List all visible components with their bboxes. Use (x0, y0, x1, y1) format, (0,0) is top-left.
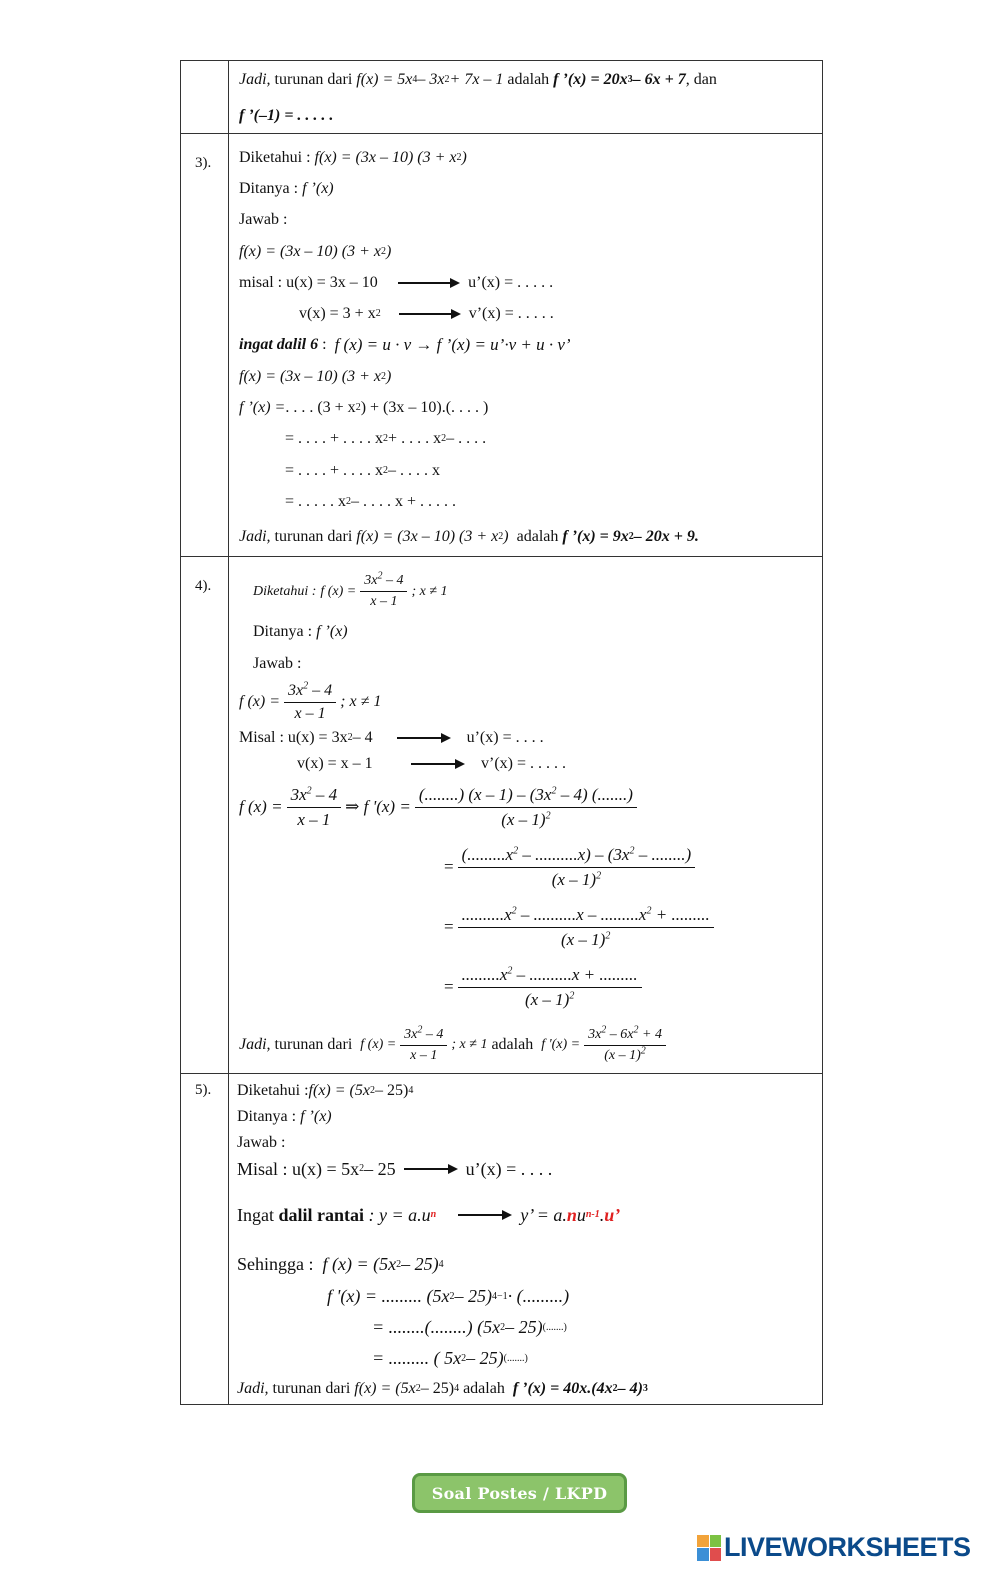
arrow-right-icon (398, 278, 460, 288)
table-row (181, 557, 822, 1075)
known-line: Diketahui : f(x) = (5x 2 – 25) 4 (237, 1082, 414, 1100)
chain-step: f '(x) = ......... (5x 2 – 25) 4−1 · (.........) (327, 1286, 570, 1307)
row-number: 3). (181, 134, 229, 556)
fraction: $\frac{.........x^2 - ..........x + .........}{(x - 1)^2}$ (458, 965, 642, 1010)
answer-label: Jawab : (253, 654, 302, 672)
liveworksheets-logo-icon (697, 1535, 721, 1561)
function-line: f (x) = $\frac{3x^2 - 4}{x - 1}$ ; x ≠ 1 (239, 680, 382, 722)
fraction: $\frac{3x^2 - 4}{x - 1}$ (400, 1027, 447, 1064)
arrow-right-icon (397, 733, 451, 743)
conclusion-line: Jadi, turunan dari f(x) = (5x 2 – 25) 4 adalah f ’(x) = 40x.(4x 2 – 4) 3 (237, 1380, 648, 1398)
substitution-v: v(x) = x – 1 v’(x) = . . . . . (297, 755, 567, 773)
substitution-u: misal : u(x) = 3x – 10 u’(x) = . . . . . (239, 273, 554, 291)
conclusion-line: Jadi, turunan dari f (x) = $\frac{3x^2 - 4}{x - 1}$ ; x ≠ 1 adalah f '(x) = $\frac{3x^2 - 6x^2 + 4}{(x - 1)^2}$ (239, 1017, 816, 1073)
table-row (181, 134, 822, 557)
fraction: $\frac{3x^2 - 4}{x - 1}$ (284, 682, 336, 723)
rule-line: ingat dalil 6 : f (x) = u · v → f ’(x) = u’·v + u · v’ (239, 335, 571, 355)
chain-step: Sehingga : f (x) = (5x 2 – 25) 4 (237, 1254, 444, 1275)
derivative-step: = . . . . . x 2 – . . . . x + . . . . . (285, 492, 457, 510)
fraction: $\frac{3x^2 - 6x^2 + 4}{(x - 1)^2}$ (584, 1027, 666, 1064)
quotient-step: f (x) = $\frac{3x^2 - 4}{x - 1}$ ⇒ f '(x) = $\frac{(........) (x - 1) - (3x^2 - 4) (.......)}{(x - 1)^2}$ (239, 777, 816, 837)
substitution-u: Misal : u(x) = 3x 2 – 4 u’(x) = . . . . (239, 729, 544, 747)
asked-line: Ditanya : f ’(x) (237, 1108, 332, 1126)
derivative-step: = . . . . + . . . . x 2 + . . . . x 2 – . . . . (285, 430, 487, 448)
table-row (181, 61, 822, 134)
arrow-right-icon (458, 1210, 512, 1220)
worksheet-table (180, 60, 823, 1405)
quotient-step: = $\frac{.........x^2 - ..........x + .........}{(x - 1)^2}$ (239, 957, 816, 1017)
arrow-right-icon (399, 309, 461, 319)
answer-label: Jawab : (237, 1134, 286, 1152)
row-content (229, 557, 822, 1074)
function-line: f(x) = (3x – 10) (3 + x 2 ) (239, 242, 392, 260)
function-line: f(x) = (3x – 10) (3 + x 2 ) (239, 367, 392, 385)
row-content (229, 1074, 822, 1404)
fraction: $\frac{..........x^2 - ..........x - .........x^2 + .........}{(x - 1)^2}$ (458, 905, 714, 950)
chain-step: = ......... ( 5x 2 – 25) (.......) (372, 1348, 528, 1369)
row-number: 4). (181, 557, 229, 1074)
asked-line: Ditanya : f ’(x) (239, 179, 334, 197)
question-line: f ’(–1) = . . . . . (239, 107, 334, 124)
derivative-step: f ’(x) = . . . . (3 + x 2 ) + (3x – 10).(. . . . ) (239, 399, 489, 417)
substitution-v: v(x) = 3 + x 2 v’(x) = . . . . . (299, 305, 554, 323)
quotient-step: = $\frac{..........x^2 - ..........x - .........x^2 + .........}{(x - 1)^2}$ (239, 897, 816, 957)
substitution-u: Misal : u(x) = 5x 2 – 25 u’(x) = . . . . (237, 1158, 553, 1179)
conclusion-line: Jadi, turunan dari f(x) = (3x – 10) (3 + x 2 ) adalah f ’(x) = 9x 2 – 20x + 9. (239, 527, 699, 545)
derivative-step: = . . . . + . . . . x 2 – . . . . x (285, 461, 441, 479)
fraction: $\frac{(........) (x - 1) - (3x^2 - 4) (.......)}{(x - 1)^2}$ (415, 785, 637, 830)
liveworksheets-logo (697, 1532, 971, 1563)
rule-line: Ingat dalil rantai : y = a.u n y’ = a. n u n-1 . u’ (237, 1204, 621, 1225)
row-number: 5). (181, 1074, 229, 1404)
fraction: $\frac{3x^2 - 4}{x - 1}$ (287, 785, 342, 830)
quotient-step: = $\frac{(.........x^2 - ..........x) - (3x^2 - ........)}{(x - 1)^2}$ (239, 837, 816, 897)
arrow-right-icon (404, 1164, 458, 1174)
soal-postes-lkpd-button[interactable]: Soal Postes / LKPD (412, 1473, 627, 1513)
known-line: Diketahui : f (x) = $\frac{3x^2 - 4}{x - 1}$ ; x ≠ 1 (253, 570, 448, 610)
table-row (181, 1074, 822, 1404)
conclusion-line: Jadi, turunan dari f(x) = 5x 4 – 3x 2 + 7x – 1 adalah f ’(x) = 20x 3 – 6x + 7 , dan (239, 71, 717, 88)
row-number (181, 61, 229, 133)
fraction: $\frac{3x^2 - 4}{x - 1}$ (360, 573, 407, 610)
chain-step: = ........(........) (5x 2 – 25) (.......) (372, 1317, 567, 1338)
known-line: Diketahui : f(x) = (3x – 10) (3 + x 2 ) (239, 148, 467, 166)
brand-text: LIVEWORKSHEETS (724, 1532, 971, 1562)
asked-line: Ditanya : f ’(x) (253, 623, 348, 641)
fraction: $\frac{(.........x^2 - ..........x) - (3x^2 - ........)}{(x - 1)^2}$ (458, 845, 696, 890)
row-content (229, 134, 822, 556)
arrow-right-icon (411, 759, 465, 769)
answer-label: Jawab : (239, 211, 288, 229)
row-content (229, 61, 822, 133)
